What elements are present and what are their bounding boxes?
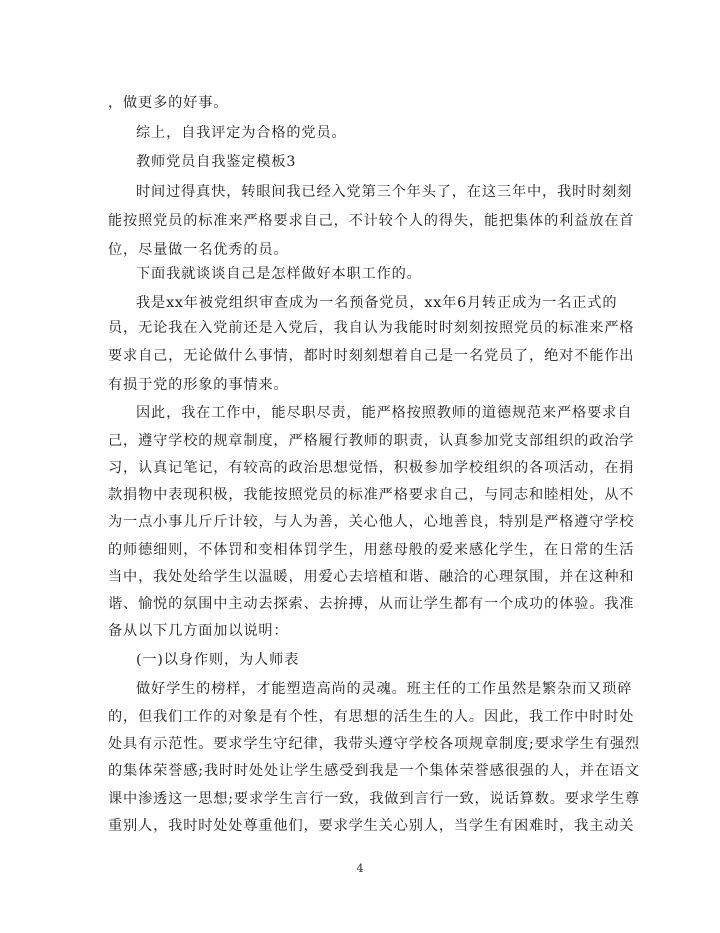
text-line: 综上，自我评定为合格的党员。: [136, 125, 347, 141]
text-line: 我是xx年被党组织审查成为一名预备党员，xx年6月转正成为一名正式的: [136, 295, 618, 311]
text-line: 习，认真记笔记，有较高的政治思想觉悟，积极参加学校组织的各项活动，在捐: [108, 460, 635, 476]
text-line: 谐、愉悦的氛围中主动去探索、去拚搏，从而让学生都有一个成功的体验。我准: [108, 596, 635, 612]
text-line: 做好学生的榜样，才能塑造高尚的灵魂。班主任的工作虽然是繁杂而又琐碎: [136, 681, 633, 697]
text-line: 己，遵守学校的规章制度，严格履行教师的职责，认真参加党支部组织的政治学: [108, 433, 635, 449]
text-line: 因此，我在工作中，能尽职尽责，能严格按照教师的道德规范来严格要求自: [136, 405, 633, 421]
text-line: 有损于党的形象的事情来。: [108, 377, 289, 393]
text-line: ，做更多的好事。: [108, 95, 229, 111]
page-number: 4: [356, 862, 364, 875]
text-line: 时间过得真快，转眼间我已经入党第三个年头了，在这三年中，我时时刻刻: [136, 184, 633, 200]
text-line: 的集体荣誉感;我时时处处让学生感受到我是一个集体荣誉感很强的人，并在语文: [108, 763, 640, 779]
subsection-heading: (一)以身作则，为人师表: [136, 652, 300, 668]
text-line: 的，但我们工作的对象是有个性，有思想的活生生的人。因此，我工作中时时处: [108, 709, 635, 725]
text-line: 款捐物中表现积极，我能按照党员的标准严格要求自己，与同志和睦相处，从不: [108, 487, 635, 503]
text-line: 当中，我处处给学生以温暖，用爱心去培植和谐、融洽的心理氛围，并在这种和: [108, 569, 635, 585]
text-line: 位，尽量做一名优秀的员。: [108, 242, 289, 258]
text-line: 能按照党员的标准来严格要求自己，不计较个人的得失，能把集体的利益放在首: [108, 213, 635, 229]
text-line: 重别人，我时时处处尊重他们，要求学生关心别人，当学生有困难时，我主动关: [108, 818, 635, 834]
text-line: 员，无论我在入党前还是入党后，我自认为我能时时刻刻按照党员的标准来严格: [108, 320, 635, 336]
text-line: 处具有示范性。要求学生守纪律，我带头遵守学校各项规章制度;要求学生有强烈: [108, 736, 640, 752]
text-line: 课中渗透这一思想;要求学生言行一致，我做到言行一致，说话算数。要求学生尊: [108, 791, 640, 807]
text-line: 要求自己，无论做什么事情，都时时刻刻想着自己是一名党员了，绝对不能作出: [108, 348, 635, 364]
text-line: 备从以下几方面加以说明：: [108, 623, 289, 639]
text-line: 为一点小事儿斤斤计较，与人为善，关心他人，心地善良，特别是严格遵守学校: [108, 514, 635, 530]
text-line: 下面我就谈谈自己是怎样做好本职工作的。: [136, 266, 422, 282]
section-heading: 教师党员自我鉴定模板3: [136, 154, 297, 170]
text-line: 的师德细则，不体罚和变相体罚学生，用慈母般的爱来感化学生，在日常的生活: [108, 542, 635, 558]
